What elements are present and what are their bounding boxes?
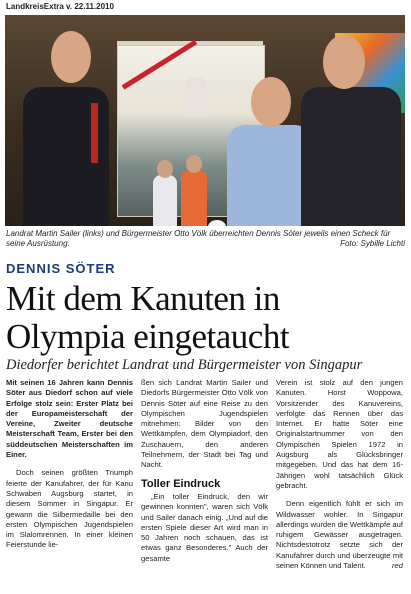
article-headline: Mit dem Kanuten in Olympia eingetaucht <box>6 279 290 356</box>
body-text: Denn eigentlich fühlt er sich im Wildwasser wohler. In Singapur allerdings wurden die Wettkämpfe auf ruhigem Gewässer ausgetragen. Nichtsdestotrotz setzte sich der Kanufahrer durch und überzeugte mit seinen Können und Talent. <box>276 499 403 571</box>
child-figure-2-head <box>186 155 202 173</box>
article-kicker: DENNIS SÖTER <box>6 261 116 276</box>
person-buergermeister-head <box>323 35 365 89</box>
caption-text: Landrat Martin Sailer (links) und Bürgermeister Otto Völk überreichten Dennis Söter jeweils einen Scheck für seine Ausrüstung. <box>6 229 391 248</box>
lead-paragraph: Mit seinen 16 Jahren kann Dennis Söter aus Diedorf schon auf viele Erfolge stolz sein: Erster Platz bei der Europameisterschaft der Vereine, Zweiter deutsche Meisterschaft Team, Erster bei den süddeutschen Meisterschaften im Einer. <box>6 378 133 460</box>
article-column-2 <box>141 378 268 592</box>
child-figure-1-head <box>157 160 173 178</box>
author-signature: red <box>392 561 403 571</box>
article-photo <box>5 15 405 226</box>
photo-caption <box>6 229 405 249</box>
person-landrat-head <box>51 31 91 83</box>
body-paragraph: Verein ist stolz auf den jungen Kanuten. Horst Woppowa, Vorsitzender des Kanuvereins, verfolgte das Rennen über das Internet. Er hatte Söter eine Originalstartnummer von den Olympischen Spielen 1972 in Augsburg als Glücksbringer mitgegeben. Und das hat dem 16-Jährigen wohl tatsächlich Glück gebracht. <box>276 378 403 490</box>
article-subhead: Diedorfer berichtet Landrat und Bürgermeister von Singapur <box>6 357 363 373</box>
body-paragraph: ßen sich Landrat Martin Sailer und Diedorfs Bürgermeister Otto Völk von Dennis Söter auf eine Reise zu den Olympischen Jugendspielen mitnehmen: Bilder von den Wettkämpfen, dem Olympiadorf, den Zuschauern, den anderen Teilnehmern, der Stadt bei Tag und Nacht. <box>141 378 268 470</box>
child-figure-1 <box>153 175 177 226</box>
body-paragraph: „Ein toller Eindruck, den wir gewinnen konnten", waren sich Völk und Sailer danach einig. „Und auf die ersten Spiele dieser Art wird man in 50 Jahren noch schauen, das ist etwas ganz Besonderes." Auch der gesamte <box>141 491 268 563</box>
child-figure-2 <box>181 170 207 226</box>
person-dennis-head <box>251 77 291 127</box>
person-buergermeister <box>301 87 401 226</box>
source-line: LandkreisExtra v. 22.11.2010 <box>6 2 114 11</box>
article-column-3 <box>276 378 403 592</box>
body-paragraph <box>276 499 403 571</box>
section-subheading: Toller Eindruck <box>141 477 221 490</box>
photo-credit: Foto: Sybille Lichti <box>340 239 405 248</box>
person-landrat-tie <box>91 103 98 163</box>
article-column-1 <box>6 378 133 592</box>
body-paragraph: Doch seinen größten Triumph feierte der Kanufahrer, der für Kanu Schwaben Augsburg startet, in diesem Sommer in Singapur. Er gewann die Silbermedaille bei den ersten Olympischen Jugendspielen im Slalomrennen. In einer kleinen Feierstunde lie- <box>6 468 133 550</box>
poster-canoeist <box>185 77 207 117</box>
